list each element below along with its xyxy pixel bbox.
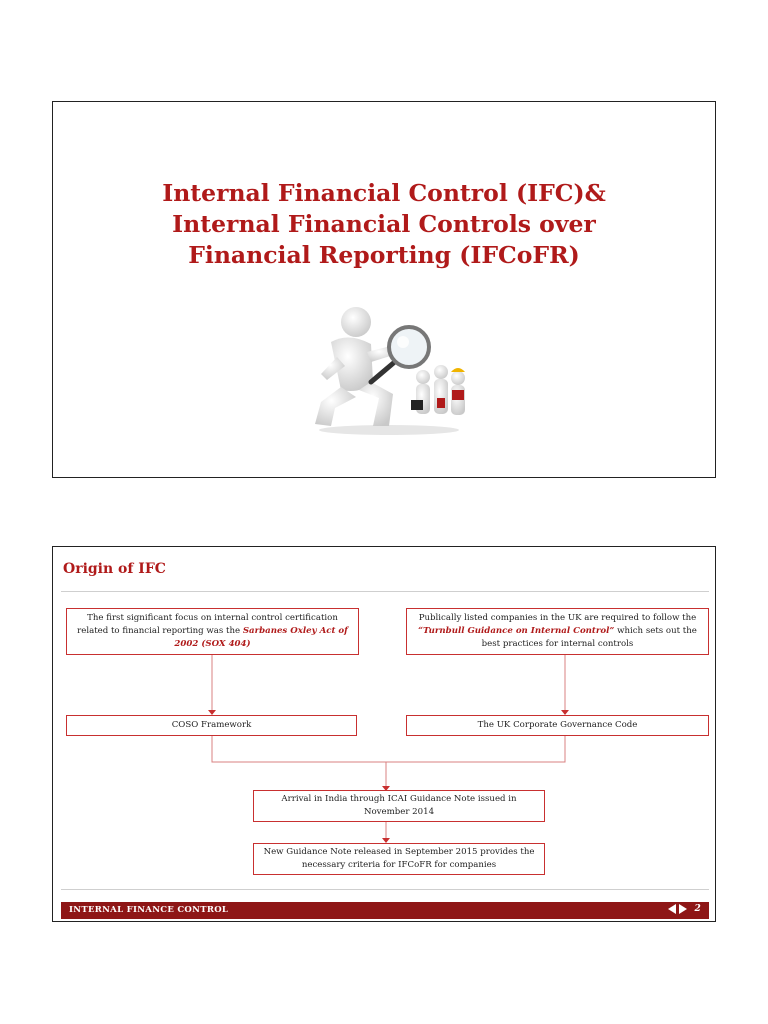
previous-slide-icon[interactable]	[668, 904, 676, 914]
coso-framework-text: COSO Framework	[171, 720, 252, 730]
uk-governance-text: The UK Corporate Governance Code	[477, 720, 638, 730]
title-line-3: Financial Reporting (IFCoFR)	[188, 241, 580, 269]
footer-divider	[61, 889, 709, 890]
turnbull-text-b: which sets out the best practices for internal controls	[481, 626, 697, 649]
new-guidance-box	[253, 843, 545, 875]
title-slide	[52, 101, 716, 478]
page-number: 2	[694, 904, 701, 914]
footer-label: INTERNAL FINANCE CONTROL	[69, 905, 229, 915]
content-slide	[52, 546, 716, 922]
magnifier-inspector-figure-icon	[301, 302, 471, 437]
sox-emphasis: Sarbanes Oxley Act of 2002 (SOX 404)	[174, 626, 348, 649]
india-arrival-box	[253, 790, 545, 822]
next-slide-icon[interactable]	[679, 904, 687, 914]
sox-origin-box	[66, 608, 359, 655]
uk-governance-box	[406, 715, 709, 736]
slide-heading: Origin of IFC	[63, 561, 166, 577]
turnbull-emphasis: “Turnbull Guidance on Internal Control”	[418, 626, 615, 636]
turnbull-text-a: Publically listed companies in the UK are required to follow the	[418, 613, 697, 623]
title-line-2: Internal Financial Controls over	[172, 210, 596, 238]
title-line-1: Internal Financial Control (IFC)&	[162, 179, 606, 207]
slide-nav	[668, 904, 701, 914]
india-arrival-text: Arrival in India through ICAI Guidance Note issued in November 2014	[281, 794, 517, 817]
coso-framework-box	[66, 715, 357, 736]
slide-title	[53, 178, 715, 271]
sox-origin-text: The first significant focus on internal control certification related to financial reporting was the	[77, 613, 338, 636]
slide-footer	[61, 902, 709, 919]
turnbull-box	[406, 608, 709, 655]
new-guidance-text: New Guidance Note released in September 2015 provides the necessary criteria for IFCoFR for companies	[263, 847, 535, 870]
